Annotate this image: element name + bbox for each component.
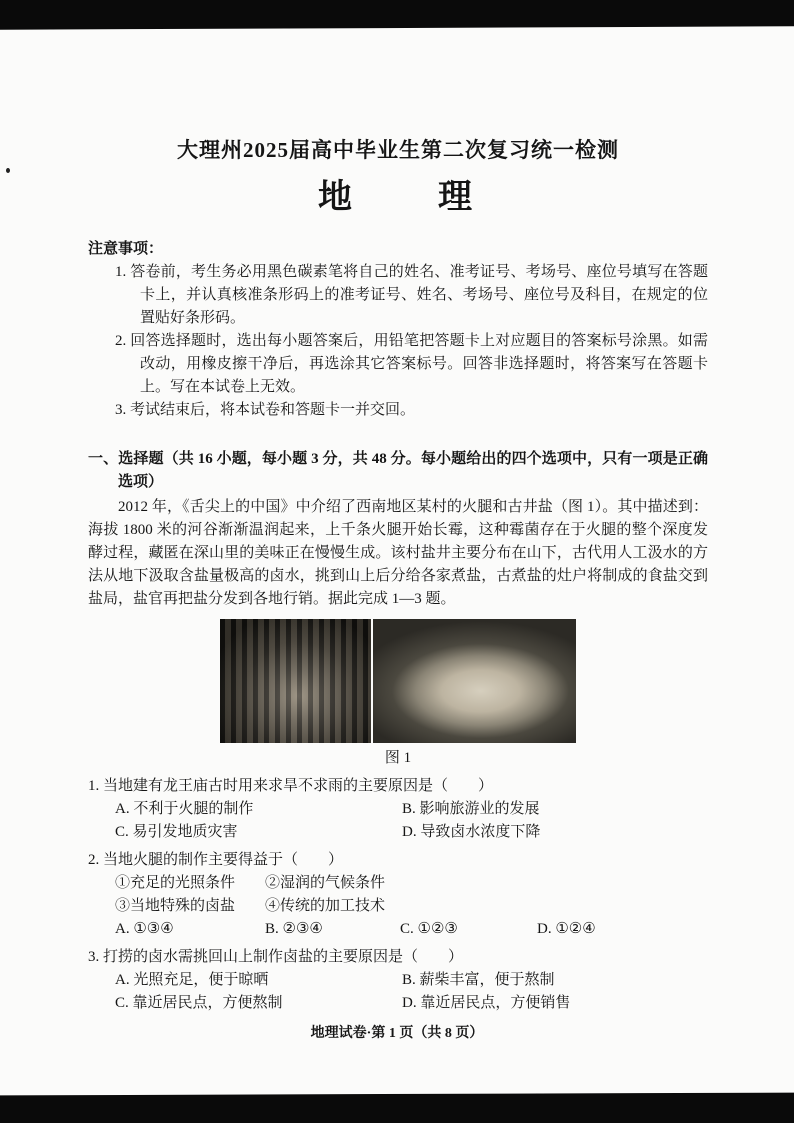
- option-d: D. 靠近居民点，方便销售: [402, 995, 571, 1011]
- option-c: C. 靠近居民点，方便熬制: [115, 995, 283, 1011]
- notice-section: [88, 238, 708, 422]
- subitem-2: ②湿润的气候条件: [265, 875, 386, 891]
- subitem-4: ④传统的加工技术: [265, 898, 386, 914]
- figure-caption: 图 1: [384, 750, 412, 766]
- page-content: [88, 136, 708, 1015]
- notice-item-1: 1. 答卷前，考生务必用黑色碳素笔将自己的姓名、准考证号、考场号、座位号填写在答题卡上，并认真核准条形码上的准考证号、姓名、考场号、座位号及科目，在规定的位置贴好条形码。: [115, 264, 708, 326]
- question-2-options: [115, 918, 708, 941]
- question-1: [88, 775, 708, 844]
- option-b: B. 薪柴丰富，便于熬制: [402, 972, 555, 988]
- notice-item-3: 3. 考试结束后，将本试卷和答题卡一并交回。: [115, 402, 416, 418]
- question-1-stem: 1. 当地建有龙王庙古时用来求旱不求雨的主要原因是（ ）: [88, 778, 494, 794]
- notice-item-2: 2. 回答选择题时，选出每小题答案后，用铅笔把答题卡上对应题目的答案标号涂黑。如需改动，用橡皮擦干净后，再选涂其它答案标号。回答非选择题时，将答案写在答题卡上。写在本试卷上无效。: [115, 333, 708, 395]
- option-d: D. 导致卤水浓度下降: [402, 824, 541, 840]
- ham-cellar-photo: [220, 619, 371, 743]
- option-a: A. 不利于火腿的制作: [115, 801, 254, 817]
- option-a: A. 光照充足，便于晾晒: [115, 972, 269, 988]
- question-3-options: [115, 969, 708, 1015]
- option-c: C. 易引发地质灾害: [115, 824, 238, 840]
- page-footer: 地理试卷·第 1 页（共 8 页）: [310, 1026, 484, 1041]
- option-c: C. ①②③: [400, 921, 458, 937]
- subitem-1: ①充足的光照条件: [115, 875, 236, 891]
- question-2-subitems: [115, 872, 708, 918]
- option-b: B. ②③④: [265, 921, 323, 937]
- option-d: D. ①②④: [537, 921, 596, 937]
- reading-passage: 2012 年，《舌尖上的中国》中介绍了西南地区某村的火腿和古井盐（图 1）。其中描述到：海拔 1800 米的河谷渐渐温润起来，上千条火腿开始长霉，这种霉菌存在于火腿的整个深度发酵过程，藏匿在深山里的美味正在慢慢生成。该村盐井主要分布在山下，古代用人工汲水的方法从地下汲取含盐量极高的卤水，挑到山上后分给各家煮盐，古煮盐的灶户将制成的食盐交到盐局，盐官再把盐分发到各地行销。据此完成 1—3 题。: [88, 499, 708, 607]
- figure-photos: [88, 619, 708, 743]
- notice-heading: 注意事项：: [88, 241, 164, 257]
- question-1-options: [115, 798, 708, 844]
- option-a: A. ①③④: [115, 921, 174, 937]
- section-heading: 一、选择题（共 16 小题，每小题 3 分，共 48 分。每小题给出的四个选项中，只有一项是正确选项）: [88, 451, 708, 490]
- question-2: [88, 849, 708, 941]
- figure-1: [88, 619, 708, 770]
- exam-title: 大理州2025届高中毕业生第二次复习统一检测: [177, 138, 619, 162]
- salt-pan-photo: [373, 619, 576, 743]
- scan-artifact-top-bar: [0, 0, 794, 30]
- scan-artifact-bottom-bar: [0, 1093, 794, 1123]
- subitem-3: ③当地特殊的卤盐: [115, 898, 236, 914]
- question-2-stem: 2. 当地火腿的制作主要得益于（ ）: [88, 852, 344, 868]
- question-3-stem: 3. 打捞的卤水需挑回山上制作卤盐的主要原因是（ ）: [88, 949, 464, 965]
- option-b: B. 影响旅游业的发展: [402, 801, 540, 817]
- question-3: [88, 946, 708, 1015]
- scan-artifact-dot: [6, 168, 10, 173]
- exam-subject: 地 理: [318, 179, 478, 216]
